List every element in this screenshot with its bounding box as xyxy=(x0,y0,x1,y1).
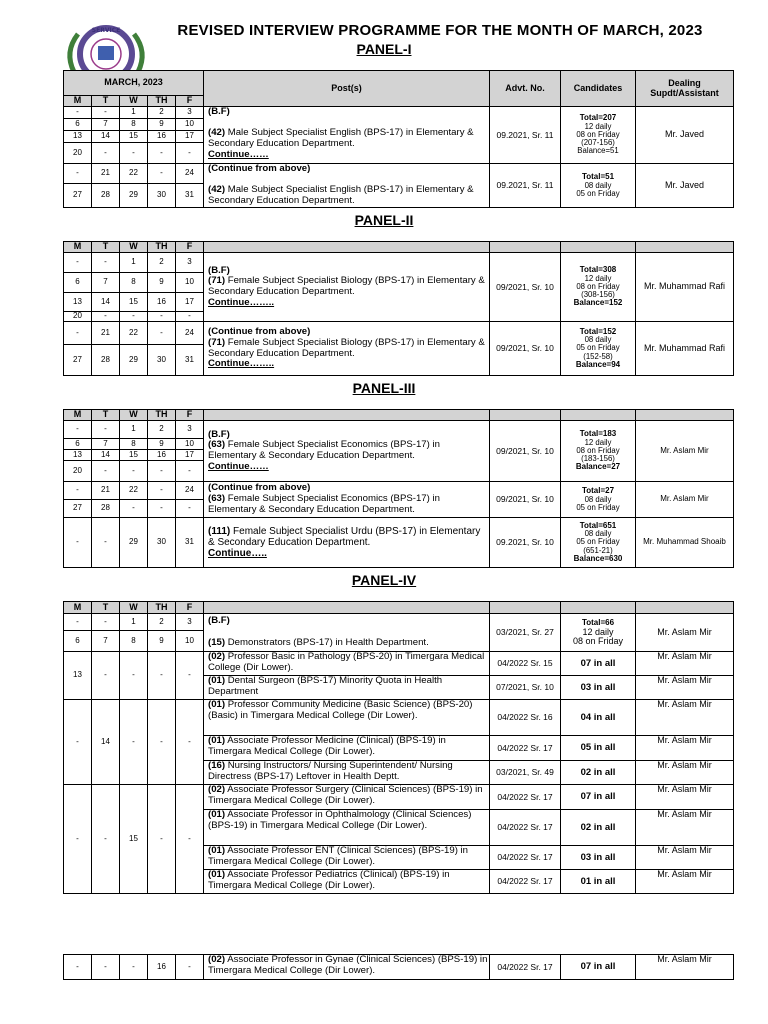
cal-cell: 16 xyxy=(148,955,176,980)
advt-cell: 04/2022 Sr. 17 xyxy=(490,810,561,846)
advt-cell: 09/2021, Sr. 10 xyxy=(490,322,561,376)
dealing-cell: Mr. Aslam Mir xyxy=(636,736,734,761)
advt-cell: 09.2021, Sr. 11 xyxy=(490,107,561,164)
cal-cell: 3 xyxy=(176,253,204,273)
candidates-cell: Total=651 08 daily 05 on Friday (651-21) Balance=630 xyxy=(561,518,636,568)
cal-cell: - xyxy=(120,312,148,322)
cal-cell: - xyxy=(120,700,148,785)
post-cell: (B.F) (71) Female Subject Specialist Biology (BPS-17) in Elementary & Secondary Education Department. Continue…….. xyxy=(204,253,490,322)
cal-cell: 6 xyxy=(64,439,92,450)
cal-cell: - xyxy=(148,461,176,482)
cal-cell: 3 xyxy=(176,107,204,119)
cal-cell: - xyxy=(92,785,120,894)
advt-cell: 09/2021, Sr. 10 xyxy=(490,253,561,322)
candidates-header: Candidates xyxy=(561,71,636,107)
cal-cell: 17 xyxy=(176,450,204,461)
candidates-cell: 01 in all xyxy=(561,870,636,894)
cal-cell: 28 xyxy=(92,500,120,518)
cal-cell: 3 xyxy=(176,421,204,439)
cal-cell: 22 xyxy=(120,322,148,345)
post-cell: (Continue from above) (63) Female Subject Specialist Economics (BPS-17) in Elementary & Secondary Education Department. xyxy=(204,482,490,518)
cal-cell: - xyxy=(148,500,176,518)
cal-cell: - xyxy=(176,143,204,164)
advt-cell: 04/2022 Sr. 16 xyxy=(490,700,561,736)
candidates-cell: Total=308 12 daily 08 on Friday (308-156) Balance=152 xyxy=(561,253,636,322)
advt-cell: 04/2022 Sr. 17 xyxy=(490,736,561,761)
panel-2-table xyxy=(63,241,734,376)
candidates-cell: 07 in all xyxy=(561,652,636,676)
post-cell: (01) Associate Professor ENT (Clinical Sciences) (BPS-19) in Timergara Medical College (Dir Lower). xyxy=(204,846,490,870)
cal-cell: 31 xyxy=(176,345,204,376)
cal-cell: 10 xyxy=(176,631,204,652)
post-cell: (16) Nursing Instructors/ Nursing Superintendent/ Nursing Directress (BPS-17) Leftover in Health Deptt. xyxy=(204,761,490,785)
day-header: W xyxy=(120,602,148,614)
cal-cell: - xyxy=(64,322,92,345)
cal-cell: 1 xyxy=(120,421,148,439)
day-header: F xyxy=(176,96,204,107)
cal-cell: 8 xyxy=(120,273,148,293)
cal-cell: 8 xyxy=(120,439,148,450)
panel-title: PANEL-II xyxy=(354,212,414,228)
cal-cell: - xyxy=(148,322,176,345)
post-cell: (01) Associate Professor Medicine (Clinical) (BPS-19) in Timergara Medical College (Dir Lower). xyxy=(204,736,490,761)
post-cell: (01) Professor Community Medicine (Basic Science) (BPS-20) (Basic) in Timergara Medical College (Dir Lower). xyxy=(204,700,490,736)
advt-cell: 09.2021, Sr. 11 xyxy=(490,164,561,208)
panel-4-table xyxy=(63,601,734,894)
cal-cell: 29 xyxy=(120,184,148,208)
panel-3-table xyxy=(63,409,734,568)
cal-cell: 20 xyxy=(64,461,92,482)
cal-cell: 2 xyxy=(148,253,176,273)
cal-cell: 17 xyxy=(176,293,204,312)
cal-cell: 31 xyxy=(176,518,204,568)
day-header: M xyxy=(64,410,92,421)
cal-cell: 24 xyxy=(176,164,204,184)
day-header: F xyxy=(176,242,204,253)
cal-cell: 2 xyxy=(148,107,176,119)
cal-cell: - xyxy=(92,421,120,439)
month-header: MARCH, 2023 xyxy=(64,71,204,96)
cal-cell: - xyxy=(64,482,92,500)
cal-cell: 21 xyxy=(92,322,120,345)
cal-cell: 20 xyxy=(64,312,92,322)
cal-cell: 7 xyxy=(92,631,120,652)
cal-cell: 2 xyxy=(148,614,176,631)
cal-cell: 8 xyxy=(120,631,148,652)
day-header: T xyxy=(92,96,120,107)
cal-cell: 21 xyxy=(92,482,120,500)
advt-cell: 03/2021, Sr. 49 xyxy=(490,761,561,785)
cal-cell: 30 xyxy=(148,518,176,568)
cal-cell: 9 xyxy=(148,273,176,293)
cal-cell: - xyxy=(92,312,120,322)
dealing-header: Dealing Supdt/Assistant xyxy=(636,71,734,107)
candidates-cell: 02 in all xyxy=(561,761,636,785)
day-header: F xyxy=(176,410,204,421)
cal-cell: - xyxy=(64,107,92,119)
posts-header: Post(s) xyxy=(204,71,490,107)
advt-header: Advt. No. xyxy=(490,71,561,107)
advt-cell: 04/2022 Sr. 15 xyxy=(490,652,561,676)
day-header: W xyxy=(120,410,148,421)
post-cell: (02) Professor Basic in Pathology (BPS-20) in Timergara Medical College (Dir Lower). xyxy=(204,652,490,676)
cal-cell: 7 xyxy=(92,119,120,131)
cal-cell: 3 xyxy=(176,614,204,631)
dealing-cell: Mr. Aslam Mir xyxy=(636,652,734,676)
dealing-cell: Mr. Muhammad Rafi xyxy=(636,253,734,322)
day-header: W xyxy=(120,96,148,107)
candidates-cell: 03 in all xyxy=(561,676,636,700)
cal-cell: 9 xyxy=(148,119,176,131)
post-cell: (B.F) (42) Male Subject Specialist English (BPS-17) in Elementary & Secondary Education Department. Continue…… xyxy=(204,107,490,164)
day-header: T xyxy=(92,602,120,614)
candidates-cell: Total=207 12 daily 08 on Friday (207-156) Balance=51 xyxy=(561,107,636,164)
cal-cell: - xyxy=(92,253,120,273)
cal-cell: - xyxy=(120,143,148,164)
cal-cell: 30 xyxy=(148,345,176,376)
cal-cell: 6 xyxy=(64,631,92,652)
cal-cell: - xyxy=(64,253,92,273)
panel-1-table xyxy=(63,70,734,208)
day-header: T xyxy=(92,410,120,421)
cal-cell: 16 xyxy=(148,293,176,312)
dealing-cell: Mr. Aslam Mir xyxy=(636,846,734,870)
candidates-cell: Total=27 08 daily 05 on Friday xyxy=(561,482,636,518)
dealing-cell: Mr. Javed xyxy=(636,107,734,164)
cal-cell: 27 xyxy=(64,500,92,518)
post-cell: (02) Associate Professor in Gynae (Clinical Sciences) (BPS-19) in Timergara Medical College (Dir Lower). xyxy=(204,955,490,980)
cal-cell: 7 xyxy=(92,439,120,450)
advt-cell: 09/2021, Sr. 10 xyxy=(490,482,561,518)
cal-cell: - xyxy=(176,785,204,894)
cal-cell: 28 xyxy=(92,345,120,376)
post-cell: (Continue from above) (42) Male Subject Specialist English (BPS-17) in Elementary & Secondary Education Department. xyxy=(204,164,490,208)
advt-cell: 09/2021, Sr. 10 xyxy=(490,421,561,482)
day-header: M xyxy=(64,96,92,107)
cal-cell: - xyxy=(176,955,204,980)
post-cell: (01) Dental Surgeon (BPS-17) Minority Quota in Health Department xyxy=(204,676,490,700)
cal-cell: 13 xyxy=(64,450,92,461)
day-header: W xyxy=(120,242,148,253)
dealing-cell: Mr. Aslam Mir xyxy=(636,785,734,810)
candidates-cell: 07 in all xyxy=(561,785,636,810)
cal-cell: - xyxy=(64,614,92,631)
dealing-cell: Mr. Aslam Mir xyxy=(636,810,734,846)
cal-cell: 10 xyxy=(176,119,204,131)
dealing-cell: Mr. Aslam Mir xyxy=(636,870,734,894)
dealing-cell: Mr. Muhammad Rafi xyxy=(636,322,734,376)
panel-title: PANEL-III xyxy=(352,380,416,396)
cal-cell: 15 xyxy=(120,131,148,143)
final-row-table xyxy=(63,954,734,980)
dealing-cell: Mr. Aslam Mir xyxy=(636,700,734,736)
cal-cell: - xyxy=(148,700,176,785)
post-cell: (Continue from above) (71) Female Subject Specialist Biology (BPS-17) in Elementary & Secondary Education Department. Continue…….. xyxy=(204,322,490,376)
dealing-cell: Mr. Javed xyxy=(636,164,734,208)
cal-cell: 22 xyxy=(120,164,148,184)
cal-cell: 1 xyxy=(120,107,148,119)
dealing-cell: Mr. Aslam Mir xyxy=(636,676,734,700)
cal-cell: 28 xyxy=(92,184,120,208)
day-header: M xyxy=(64,602,92,614)
cal-cell: - xyxy=(120,500,148,518)
cal-cell: - xyxy=(64,955,92,980)
candidates-cell: 05 in all xyxy=(561,736,636,761)
cal-cell: 13 xyxy=(64,652,92,700)
cal-cell: - xyxy=(148,143,176,164)
svg-text:SERVICE: SERVICE xyxy=(91,27,121,34)
dealing-cell: Mr. Aslam Mir xyxy=(636,955,734,980)
cal-cell: - xyxy=(92,143,120,164)
advt-cell: 04/2022 Sr. 17 xyxy=(490,846,561,870)
cal-cell: 1 xyxy=(120,253,148,273)
cal-cell: - xyxy=(120,461,148,482)
cal-cell: 9 xyxy=(148,439,176,450)
cal-cell: 13 xyxy=(64,131,92,143)
cal-cell: 22 xyxy=(120,482,148,500)
advt-cell: 04/2022 Sr. 17 xyxy=(490,870,561,894)
cal-cell: - xyxy=(148,312,176,322)
day-header: TH xyxy=(148,602,176,614)
cal-cell: 27 xyxy=(64,345,92,376)
cal-cell: 30 xyxy=(148,184,176,208)
dealing-cell: Mr. Aslam Mir xyxy=(636,761,734,785)
cal-cell: 16 xyxy=(148,131,176,143)
cal-cell: 14 xyxy=(92,131,120,143)
candidates-cell: Total=183 12 daily 08 on Friday (183-156) Balance=27 xyxy=(561,421,636,482)
candidates-cell: 02 in all xyxy=(561,810,636,846)
cal-cell: - xyxy=(120,955,148,980)
cal-cell: 14 xyxy=(92,450,120,461)
cal-cell: 14 xyxy=(92,293,120,312)
advt-cell: 04/2022 Sr. 17 xyxy=(490,785,561,810)
cal-cell: - xyxy=(120,652,148,700)
cal-cell: - xyxy=(92,614,120,631)
cal-cell: - xyxy=(148,164,176,184)
cal-cell: 6 xyxy=(64,273,92,293)
post-cell: (111) Female Subject Specialist Urdu (BPS-17) in Elementary & Secondary Education Department. Continue….. xyxy=(204,518,490,568)
cal-cell: - xyxy=(176,312,204,322)
candidates-cell: Total=152 08 daily 05 on Friday (152-58) Balance=94 xyxy=(561,322,636,376)
cal-cell: 8 xyxy=(120,119,148,131)
cal-cell: 15 xyxy=(120,785,148,894)
candidates-cell: 03 in all xyxy=(561,846,636,870)
day-header: F xyxy=(176,602,204,614)
cal-cell: - xyxy=(148,482,176,500)
day-header: T xyxy=(92,242,120,253)
cal-cell: 31 xyxy=(176,184,204,208)
cal-cell: 17 xyxy=(176,131,204,143)
post-cell: (02) Associate Professor Surgery (Clinical Sciences) (BPS-19) in Timergara Medical College (Dir Lower). xyxy=(204,785,490,810)
cal-cell: 7 xyxy=(92,273,120,293)
cal-cell: - xyxy=(92,107,120,119)
panel-title: PANEL-IV xyxy=(351,572,417,588)
dealing-cell: Mr. Aslam Mir xyxy=(636,482,734,518)
cal-cell: - xyxy=(176,461,204,482)
cal-cell: 21 xyxy=(92,164,120,184)
advt-cell: 04/2022 Sr. 17 xyxy=(490,955,561,980)
advt-cell: 07/2021, Sr. 10 xyxy=(490,676,561,700)
cal-cell: - xyxy=(92,955,120,980)
day-header: M xyxy=(64,242,92,253)
cal-cell: 2 xyxy=(148,421,176,439)
day-header: TH xyxy=(148,410,176,421)
candidates-cell: Total=66 12 daily 08 on Friday xyxy=(561,614,636,652)
cal-cell: 20 xyxy=(64,143,92,164)
dealing-cell: Mr. Muhammad Shoaib xyxy=(636,518,734,568)
cal-cell: 27 xyxy=(64,184,92,208)
panel-title: PANEL-I xyxy=(356,41,412,57)
cal-cell: 14 xyxy=(92,700,120,785)
cal-cell: - xyxy=(64,785,92,894)
cal-cell: 29 xyxy=(120,345,148,376)
cal-cell: - xyxy=(64,518,92,568)
cal-cell: 15 xyxy=(120,450,148,461)
post-cell: (B.F) (15) Demonstrators (BPS-17) in Health Department. xyxy=(204,614,490,652)
day-header: TH xyxy=(148,242,176,253)
cal-cell: - xyxy=(176,700,204,785)
cal-cell: 9 xyxy=(148,631,176,652)
advt-cell: 03/2021, Sr. 27 xyxy=(490,614,561,652)
cal-cell: - xyxy=(64,421,92,439)
post-cell: (B.F) (63) Female Subject Specialist Economics (BPS-17) in Elementary & Secondary Education Department. Continue…… xyxy=(204,421,490,482)
post-cell: (01) Associate Professor in Ophthalmology (Clinical Sciences) (BPS-19) in Timergara Medical College (Dir Lower). xyxy=(204,810,490,846)
cal-cell: 24 xyxy=(176,322,204,345)
advt-cell: 09.2021, Sr. 10 xyxy=(490,518,561,568)
cal-cell: - xyxy=(92,518,120,568)
cal-cell: - xyxy=(148,785,176,894)
cal-cell: 10 xyxy=(176,273,204,293)
post-cell: (01) Associate Professor Pediatrics (Clinical) (BPS-19) in Timergara Medical College (Dir Lower). xyxy=(204,870,490,894)
cal-cell: 6 xyxy=(64,119,92,131)
cal-cell: 16 xyxy=(148,450,176,461)
cal-cell: 1 xyxy=(120,614,148,631)
cal-cell: - xyxy=(64,164,92,184)
day-header: TH xyxy=(148,96,176,107)
cal-cell: - xyxy=(176,500,204,518)
dealing-cell: Mr. Aslam Mir xyxy=(636,421,734,482)
candidates-cell: 04 in all xyxy=(561,700,636,736)
cal-cell: 29 xyxy=(120,518,148,568)
cal-cell: 24 xyxy=(176,482,204,500)
cal-cell: 15 xyxy=(120,293,148,312)
cal-cell: - xyxy=(176,652,204,700)
dealing-cell: Mr. Aslam Mir xyxy=(636,614,734,652)
cal-cell: - xyxy=(92,652,120,700)
cal-cell: - xyxy=(92,461,120,482)
cal-cell: 13 xyxy=(64,293,92,312)
cal-cell: - xyxy=(148,652,176,700)
candidates-cell: 07 in all xyxy=(561,955,636,980)
cal-cell: - xyxy=(64,700,92,785)
document-title: REVISED INTERVIEW PROGRAMME FOR THE MONTH OF MARCH, 2023 xyxy=(177,22,703,39)
candidates-cell: Total=51 08 daily 05 on Friday xyxy=(561,164,636,208)
cal-cell: 10 xyxy=(176,439,204,450)
